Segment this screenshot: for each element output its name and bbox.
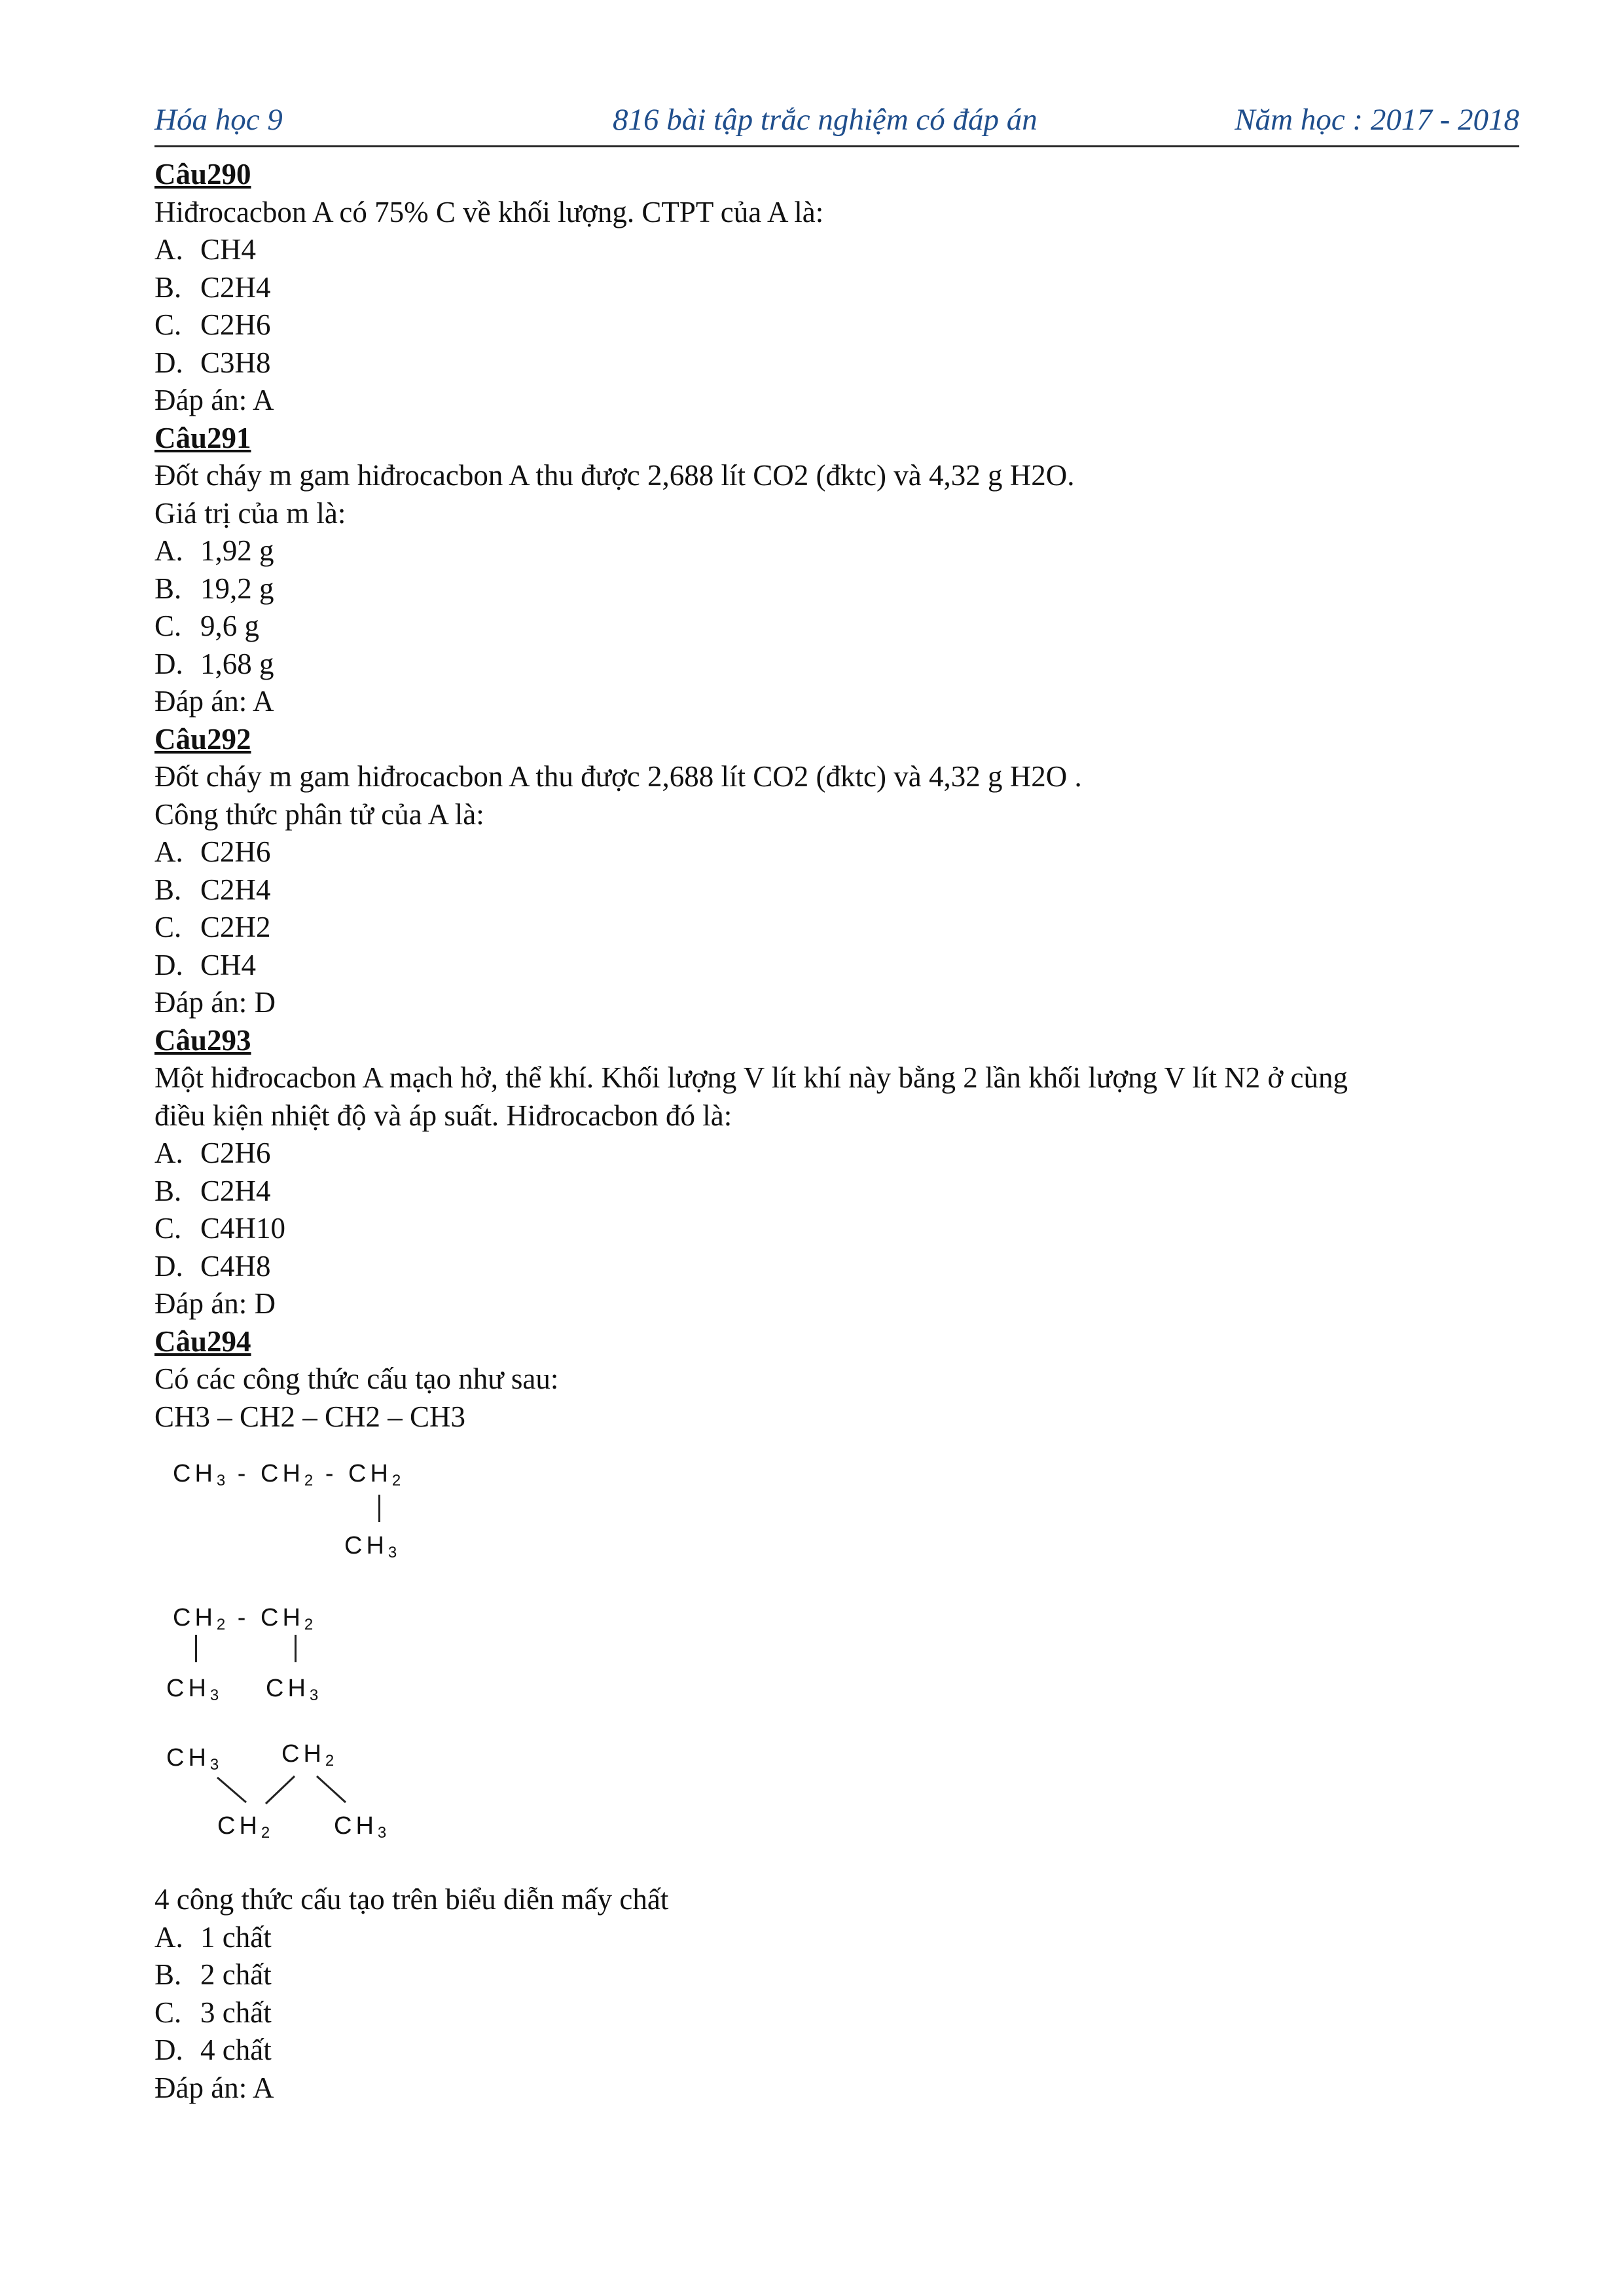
option-c: C. 3 chất xyxy=(154,1995,272,2029)
option-a: A. C2H6 xyxy=(154,1137,271,1169)
structure-4-ch2-right: $CH_2$ xyxy=(281,1740,336,1770)
question-294 xyxy=(154,1323,1519,2107)
option-c: C. C4H10 xyxy=(154,1212,286,1245)
question-text: Hiđrocacbon A có 75% C về khối lượng. CTPT của A là: xyxy=(154,195,824,228)
option-a: A. CH4 xyxy=(154,233,257,266)
structure-3-branch-left: $CH_3$ xyxy=(166,1675,221,1704)
structure-4-ch2-left: $CH_2$ xyxy=(217,1812,272,1842)
question-290 xyxy=(154,156,1519,420)
option-a: A. 1,92 g xyxy=(154,534,274,567)
answer: Đáp án: D xyxy=(154,1287,276,1320)
structure-3-chain: $CH_2 - CH_2$ xyxy=(173,1604,315,1633)
option-c: C. 9,6 g xyxy=(154,610,259,642)
option-d: D. C3H8 xyxy=(154,346,271,379)
option-b: B. 2 chất xyxy=(154,1958,272,1991)
question-text: Công thức phân tử của A là: xyxy=(154,797,484,831)
question-text: Đốt cháy m gam hiđrocacbon A thu được 2,688 lít CO2 (đktc) và 4,32 g H2O . xyxy=(154,760,1082,793)
structure-4-ch3-right: $CH_3$ xyxy=(334,1812,388,1842)
bond-line xyxy=(266,1776,295,1804)
question-text: Đốt cháy m gam hiđrocacbon A thu được 2,688 lít CO2 (đktc) và 4,32 g H2O. xyxy=(154,459,1075,492)
option-c: C. C2H6 xyxy=(154,308,271,341)
header-school-year: Năm học : 2017 - 2018 xyxy=(1235,103,1519,137)
header-subject: Hóa học 9 xyxy=(154,103,283,137)
bond-line xyxy=(317,1776,346,1802)
answer: Đáp án: A xyxy=(154,2071,274,2104)
option-c: C. C2H2 xyxy=(154,911,271,943)
structure-2-branch: $CH_3$ xyxy=(344,1532,399,1561)
question-291 xyxy=(154,420,1519,721)
structure-4-bonds xyxy=(154,1436,416,1881)
option-d: D. 4 chất xyxy=(154,2033,272,2066)
answer: Đáp án: D xyxy=(154,986,276,1019)
question-title: Câu293 xyxy=(154,1023,251,1057)
option-d: D. CH4 xyxy=(154,948,257,981)
option-d: D. C4H8 xyxy=(154,1249,271,1283)
structure-4-ch3-left: $CH_3$ xyxy=(166,1744,221,1774)
option-b: B. C2H4 xyxy=(154,1174,271,1207)
header-title: 816 bài tập trắc nghiệm có đáp án xyxy=(613,103,1038,137)
question-title: Câu294 xyxy=(154,1324,251,1358)
question-title: Câu290 xyxy=(154,158,251,191)
bond-line xyxy=(217,1777,246,1802)
answer: Đáp án: A xyxy=(154,384,274,416)
option-a: A. C2H6 xyxy=(154,835,271,868)
question-text: Có các công thức cấu tạo như sau: xyxy=(154,1362,559,1395)
document-body xyxy=(154,156,1519,2107)
option-a: A. 1 chất xyxy=(154,1920,272,1954)
option-b: B. C2H4 xyxy=(154,873,271,906)
question-title: Câu292 xyxy=(154,722,251,756)
answer: Đáp án: A xyxy=(154,685,274,718)
structure-3-branch-right: $CH_3$ xyxy=(266,1675,320,1704)
question-text: điều kiện nhiệt độ và áp suất. Hiđrocacbon đó là: xyxy=(154,1099,732,1132)
structure-formula-1: CH3 – CH2 – CH2 – CH3 xyxy=(154,1400,466,1433)
page-header xyxy=(154,93,1519,147)
question-title: Câu291 xyxy=(154,421,251,454)
option-b: B. 19,2 g xyxy=(154,572,274,605)
structure-2-chain: $CH_3 - CH_2 - CH_2$ xyxy=(173,1460,403,1489)
question-text: Một hiđrocacbon A mạch hở, thể khí. Khối lượng V lít khí này bằng 2 lần khối lượng V lít N2 ở cùng xyxy=(154,1061,1348,1094)
question-292 xyxy=(154,721,1519,1022)
structural-formulas xyxy=(154,1436,1519,1881)
question-text: 4 công thức cấu tạo trên biểu diễn mấy chất xyxy=(154,1883,669,1916)
option-d: D. 1,68 g xyxy=(154,647,274,680)
option-b: B. C2H4 xyxy=(154,270,271,304)
question-text: Giá trị của m là: xyxy=(154,496,346,530)
question-293 xyxy=(154,1022,1519,1323)
